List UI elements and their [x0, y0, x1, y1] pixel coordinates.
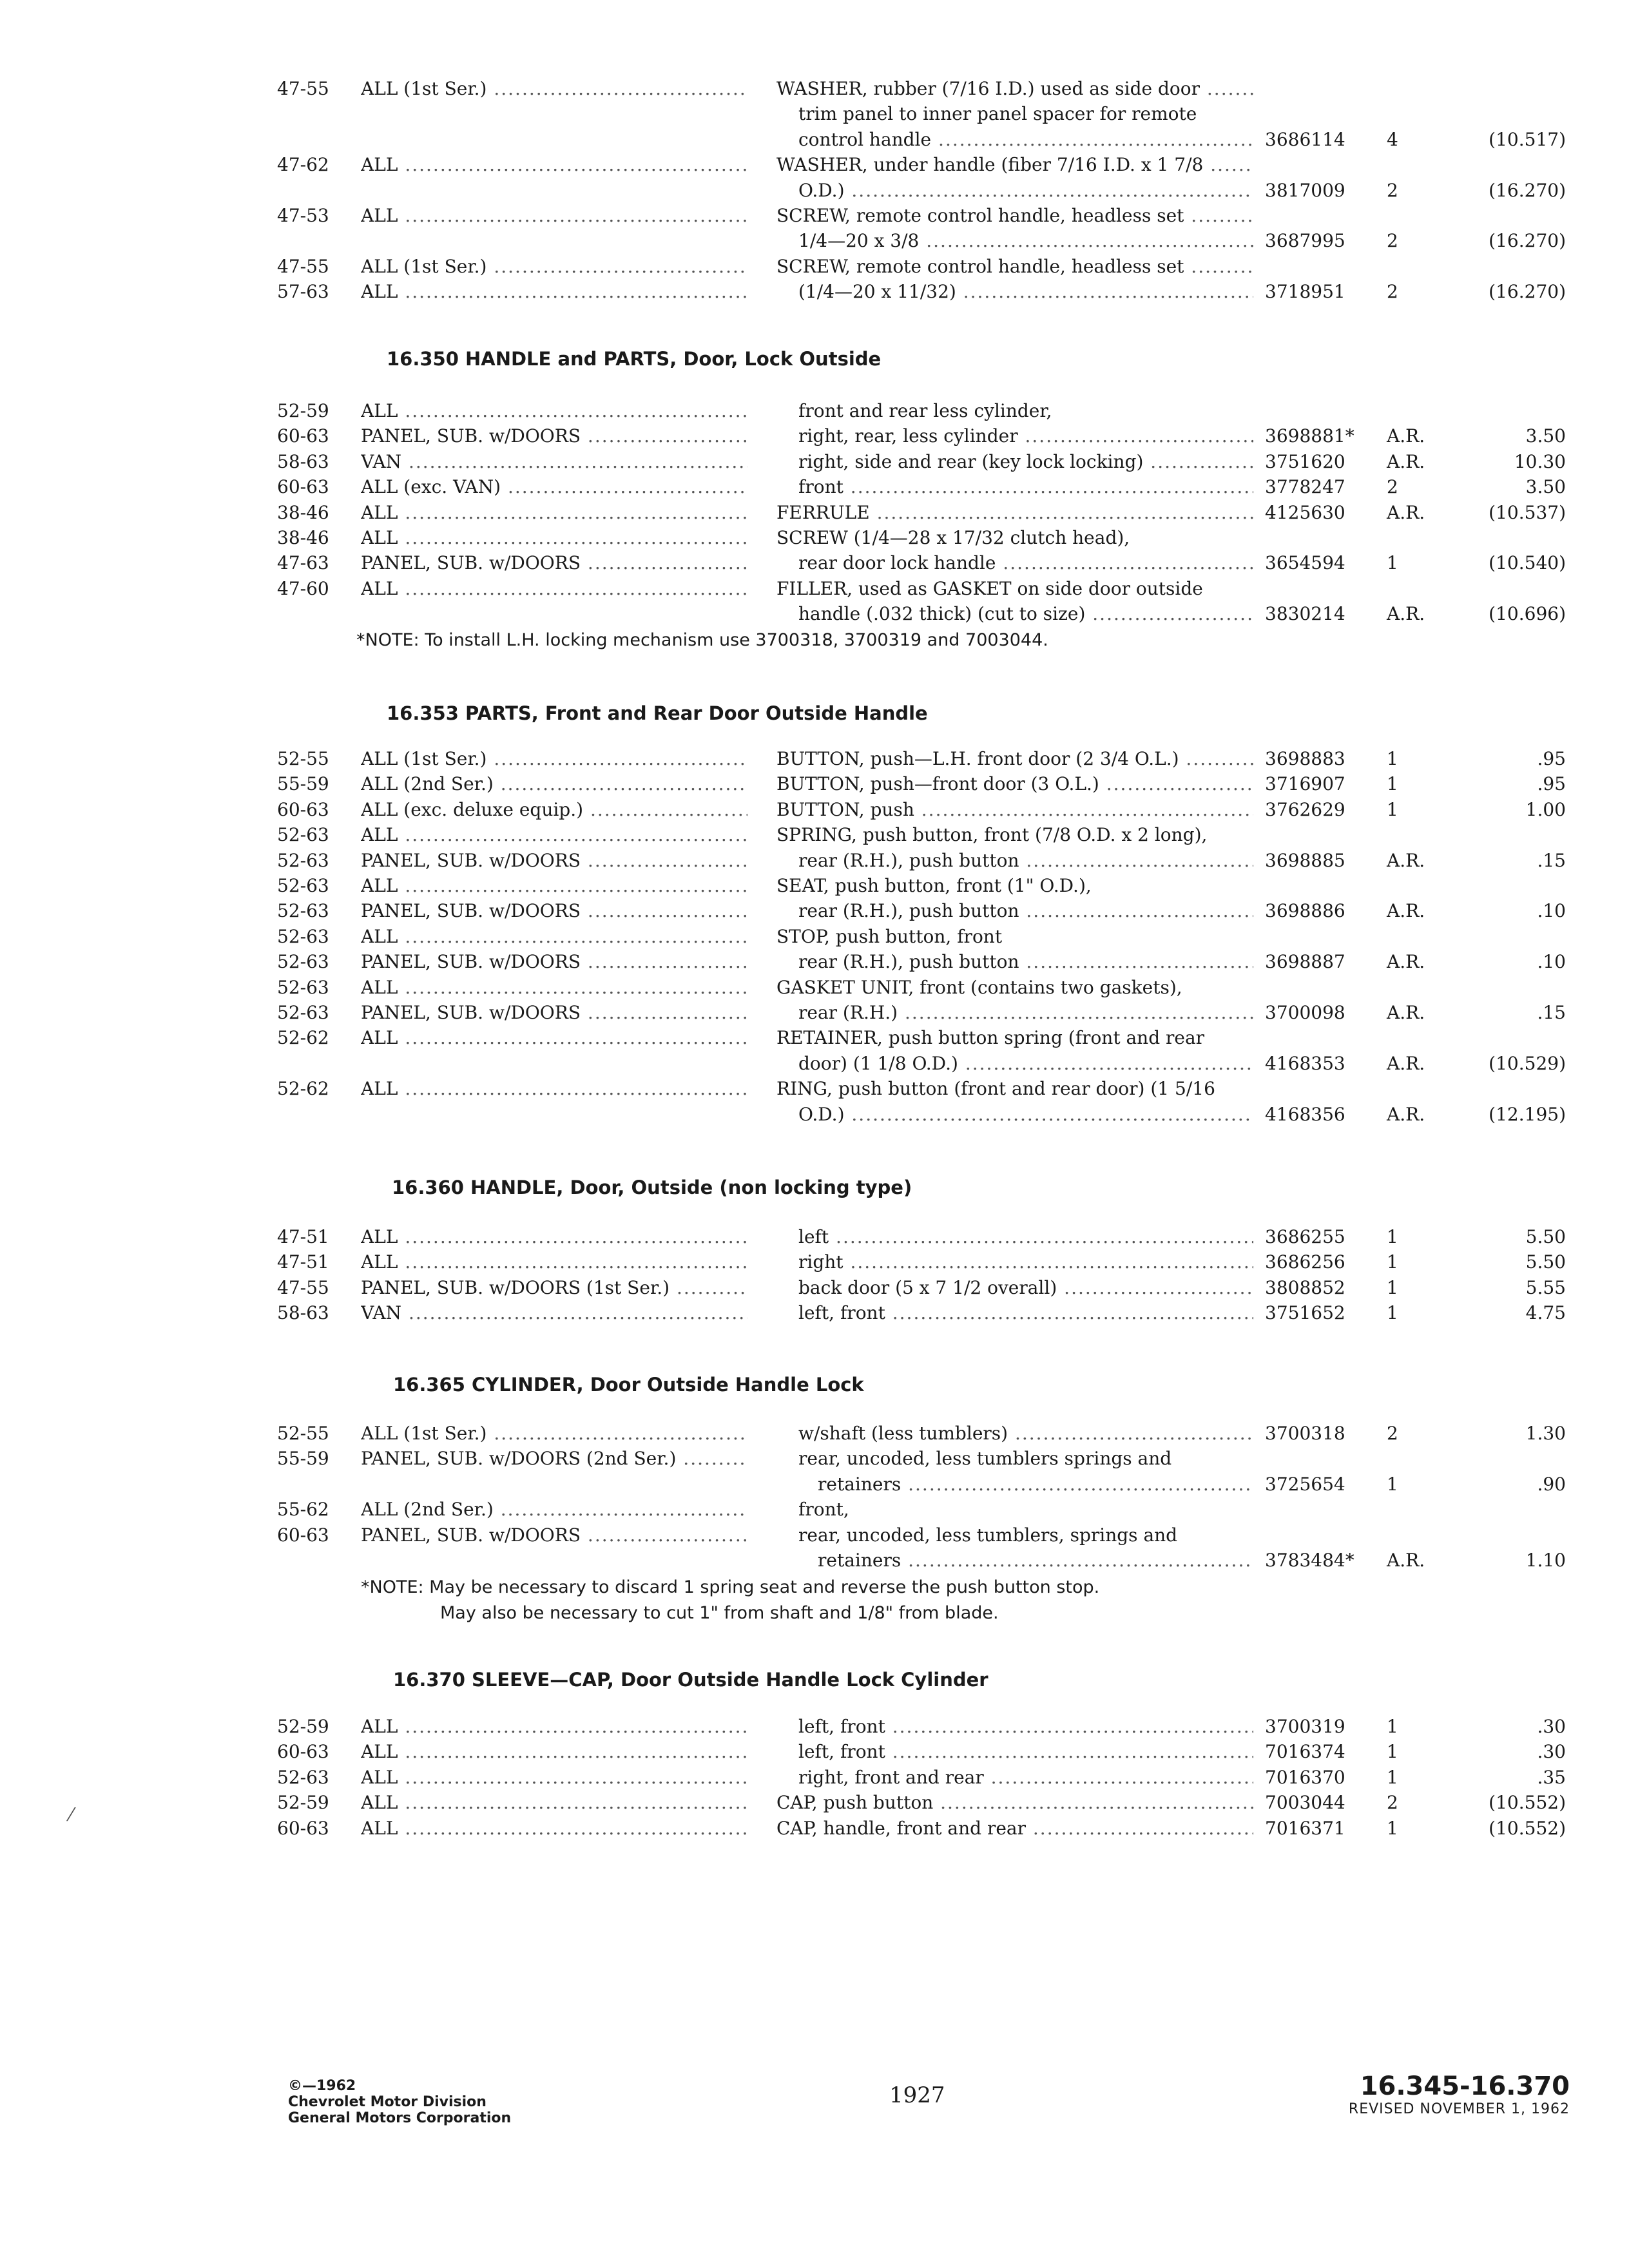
- table-row: [277, 203, 1572, 229]
- model-name: ALL .....: [361, 500, 747, 526]
- price: .15: [1537, 849, 1566, 871]
- model-year: 52-55: [277, 748, 329, 769]
- model-year: 60-63: [277, 425, 329, 447]
- table-row: [277, 1102, 1572, 1128]
- footer-section-info: [1315, 2071, 1570, 2117]
- model-name: ALL .....: [361, 1816, 747, 1841]
- table-row: [277, 127, 1572, 153]
- part-number: 3698887: [1265, 951, 1345, 973]
- part-number: 3700098: [1265, 1002, 1345, 1023]
- model-name: VAN .....: [361, 1300, 747, 1326]
- model-name: ALL .....: [361, 1076, 747, 1102]
- price: (16.270): [1489, 281, 1566, 303]
- table-row: [277, 1446, 1572, 1472]
- part-number: 3700319: [1265, 1716, 1345, 1737]
- part-description: trim panel to inner panel spacer for remote: [798, 103, 1197, 125]
- model-name: PANEL, SUB. w/DOORS (1st Ser.) .....: [361, 1275, 747, 1301]
- part-description: left, front .....: [776, 1300, 1253, 1326]
- model-year: 60-63: [277, 476, 329, 498]
- model-name: PANEL, SUB. w/DOORS .....: [361, 423, 747, 449]
- model-name: PANEL, SUB. w/DOORS .....: [361, 949, 747, 975]
- model-name: ALL .....: [361, 1224, 747, 1250]
- model-year: 60-63: [277, 798, 329, 820]
- table-row: [277, 1816, 1572, 1841]
- table-row: [277, 1765, 1572, 1791]
- quantity: A.R.: [1387, 1002, 1425, 1023]
- price: 5.50: [1525, 1251, 1566, 1273]
- quantity: 2: [1387, 1423, 1398, 1444]
- table-row: [277, 279, 1572, 305]
- model-name: ALL .....: [361, 1714, 747, 1740]
- quantity: A.R.: [1387, 900, 1425, 922]
- part-description: right .....: [776, 1249, 1253, 1275]
- price: .30: [1537, 1716, 1566, 1737]
- model-year: 52-62: [277, 1078, 329, 1100]
- price: .90: [1537, 1473, 1566, 1495]
- price: 4.75: [1525, 1302, 1566, 1324]
- part-description: handle (.032 thick) (cut to size) .....: [776, 601, 1253, 627]
- model-name: PANEL, SUB. w/DOORS .....: [361, 550, 747, 576]
- part-number: 3751620: [1265, 450, 1345, 472]
- model-name: PANEL, SUB. w/DOORS .....: [361, 898, 747, 924]
- part-description: O.D.) .....: [776, 178, 1253, 204]
- part-number: 7003044: [1265, 1792, 1345, 1814]
- price: 1.30: [1525, 1423, 1566, 1444]
- model-year: 60-63: [277, 1524, 329, 1546]
- price: 3.50: [1525, 476, 1566, 498]
- table-row: [277, 949, 1572, 975]
- part-description: rear (R.H.), push button .....: [776, 949, 1253, 975]
- model-year: 38-46: [277, 501, 329, 523]
- part-description: SCREW, remote control handle, headless set .....: [776, 203, 1253, 229]
- part-description: w/shaft (less tumblers) .....: [776, 1421, 1253, 1446]
- part-description: BUTTON, push .....: [776, 797, 1253, 823]
- part-number: 7016371: [1265, 1817, 1345, 1839]
- model-year: 47-63: [277, 552, 329, 574]
- quantity: 1: [1387, 1251, 1398, 1273]
- part-number: 4168356: [1265, 1103, 1345, 1125]
- part-description: WASHER, rubber (7/16 I.D.) used as side door .....: [776, 76, 1253, 102]
- footer-division: Chevrolet Motor Division: [288, 2094, 487, 2110]
- table-row: [277, 1275, 1572, 1301]
- price: 3.50: [1525, 425, 1566, 447]
- model-year: 60-63: [277, 1741, 329, 1763]
- footer-corporation: General Motors Corporation: [288, 2110, 512, 2126]
- price: (10.540): [1489, 552, 1566, 574]
- part-number: 3830214: [1265, 603, 1345, 625]
- quantity: A.R.: [1387, 1550, 1425, 1571]
- part-description: rear (R.H.), push button .....: [776, 898, 1253, 924]
- price: .35: [1537, 1766, 1566, 1788]
- table-row: [277, 924, 1572, 950]
- quantity: A.R.: [1387, 425, 1425, 447]
- table-row: [277, 1421, 1572, 1446]
- section-title-16360: 16.360 HANDLE, Door, Outside (non locking type): [392, 1177, 912, 1198]
- table-row: [277, 797, 1572, 823]
- part-description: FERRULE .....: [776, 500, 1253, 526]
- table-row: [277, 898, 1572, 924]
- part-description: front .....: [776, 474, 1253, 500]
- table-row: [277, 228, 1572, 254]
- table-row: [277, 1076, 1572, 1102]
- part-description: right, side and rear (key lock locking) .....: [776, 449, 1253, 475]
- table-row: [277, 101, 1572, 127]
- model-name: VAN .....: [361, 449, 747, 475]
- model-name: ALL .....: [361, 203, 747, 229]
- model-year: 58-63: [277, 1302, 329, 1324]
- model-year: 47-55: [277, 1276, 329, 1298]
- model-year: 38-46: [277, 527, 329, 548]
- price: (10.529): [1489, 1052, 1566, 1074]
- model-name: ALL .....: [361, 1739, 747, 1765]
- section-title-16370: 16.370 SLEEVE—CAP, Door Outside Handle Lock Cylinder: [393, 1669, 988, 1691]
- quantity: A.R.: [1387, 849, 1425, 871]
- table-row: [277, 1051, 1572, 1077]
- table-row: [277, 1224, 1572, 1250]
- table-row: [277, 500, 1572, 526]
- part-number: 3783484*: [1265, 1550, 1354, 1571]
- model-name: ALL .....: [361, 975, 747, 1001]
- price: (10.537): [1489, 501, 1566, 523]
- model-name: ALL .....: [361, 1025, 747, 1051]
- part-description: SEAT, push button, front (1" O.D.),: [776, 875, 1092, 896]
- table-row: [277, 822, 1572, 848]
- part-description: right, rear, less cylinder .....: [776, 423, 1253, 449]
- quantity: 1: [1387, 798, 1398, 820]
- part-number: 3698886: [1265, 900, 1345, 922]
- table-row: [277, 152, 1572, 178]
- part-description: O.D.) .....: [776, 1102, 1253, 1128]
- model-name: ALL .....: [361, 1249, 747, 1275]
- note-16350: *NOTE: To install L.H. locking mechanism use 3700318, 3700319 and 7003044.: [356, 630, 1048, 650]
- section-title-16353: 16.353 PARTS, Front and Rear Door Outside Handle: [387, 702, 928, 724]
- model-year: 47-55: [277, 255, 329, 277]
- section-title-16350: 16.350 HANDLE and PARTS, Door, Lock Outside: [387, 348, 882, 370]
- quantity: 1: [1387, 1741, 1398, 1763]
- model-year: 52-59: [277, 400, 329, 421]
- part-description: door) (1 1/8 O.D.) .....: [776, 1051, 1253, 1077]
- part-description: CAP, push button .....: [776, 1790, 1253, 1816]
- model-name: PANEL, SUB. w/DOORS (2nd Ser.) .....: [361, 1446, 747, 1472]
- part-description: RETAINER, push button spring (front and rear: [776, 1027, 1205, 1049]
- footer-copyright: ©—1962: [288, 2078, 356, 2094]
- quantity: 1: [1387, 1302, 1398, 1324]
- table-row: [277, 76, 1572, 102]
- price: (16.270): [1489, 179, 1566, 201]
- section-range: 16.345-16.370: [1360, 2071, 1570, 2101]
- quantity: 4: [1387, 128, 1398, 150]
- model-year: 52-63: [277, 849, 329, 871]
- table-row: [277, 848, 1572, 874]
- table-row: [277, 975, 1572, 1001]
- model-name: ALL (exc. deluxe equip.) .....: [361, 797, 747, 823]
- note-16365-line2: May also be necessary to cut 1" from shaft and 1/8" from blade.: [440, 1603, 999, 1623]
- model-year: 60-63: [277, 1817, 329, 1839]
- part-description: SCREW (1/4—28 x 17/32 clutch head),: [776, 527, 1130, 548]
- model-name: ALL .....: [361, 576, 747, 602]
- table-row: [277, 1523, 1572, 1548]
- table-row: [277, 771, 1572, 797]
- table-row: [277, 1300, 1572, 1326]
- part-description: SCREW, remote control handle, headless set .....: [776, 254, 1253, 280]
- part-number: 3718951: [1265, 281, 1345, 303]
- part-number: 3687995: [1265, 230, 1345, 252]
- part-number: 3698883: [1265, 748, 1345, 769]
- table-row: [277, 576, 1572, 602]
- part-description: (1/4—20 x 11/32) .....: [776, 279, 1253, 305]
- part-number: 3654594: [1265, 552, 1345, 574]
- revised-date: REVISED NOVEMBER 1, 1962: [1348, 2101, 1570, 2117]
- part-description: retainers .....: [776, 1472, 1253, 1497]
- quantity: 1: [1387, 1276, 1398, 1298]
- quantity: 1: [1387, 1766, 1398, 1788]
- part-description: rear door lock handle .....: [776, 550, 1253, 576]
- quantity: 1: [1387, 552, 1398, 574]
- model-year: 52-63: [277, 875, 329, 896]
- table-row: [277, 1249, 1572, 1275]
- model-year: 47-55: [277, 78, 329, 99]
- quantity: A.R.: [1387, 450, 1425, 472]
- part-description: SPRING, push button, front (7/8 O.D. x 2 long),: [776, 824, 1208, 846]
- price: .10: [1537, 951, 1566, 973]
- model-year: 52-63: [277, 925, 329, 947]
- price: 1.10: [1525, 1550, 1566, 1571]
- price: .95: [1537, 748, 1566, 769]
- part-number: 3778247: [1265, 476, 1345, 498]
- part-description: 1/4—20 x 3/8 .....: [776, 228, 1253, 254]
- part-number: 7016374: [1265, 1741, 1345, 1763]
- price: 1.00: [1525, 798, 1566, 820]
- model-name: ALL (1st Ser.) .....: [361, 76, 747, 102]
- part-number: 3686256: [1265, 1251, 1345, 1273]
- price: (10.552): [1489, 1792, 1566, 1814]
- part-description: front,: [798, 1499, 849, 1521]
- table-row: [277, 1025, 1572, 1051]
- table-row: [277, 254, 1572, 280]
- model-name: ALL .....: [361, 525, 747, 551]
- part-description: rear, uncoded, less tumblers, springs and: [798, 1524, 1178, 1546]
- model-name: PANEL, SUB. w/DOORS .....: [361, 1000, 747, 1026]
- part-number: 3716907: [1265, 773, 1345, 795]
- model-name: ALL (exc. VAN) .....: [361, 474, 747, 500]
- quantity: 2: [1387, 230, 1398, 252]
- price: .10: [1537, 900, 1566, 922]
- quantity: 1: [1387, 1716, 1398, 1737]
- quantity: 1: [1387, 1473, 1398, 1495]
- part-description: front and rear less cylinder,: [798, 400, 1052, 421]
- model-name: PANEL, SUB. w/DOORS .....: [361, 848, 747, 874]
- table-row: [277, 1739, 1572, 1765]
- model-year: 52-63: [277, 976, 329, 998]
- model-year: 52-62: [277, 1027, 329, 1049]
- model-name: ALL .....: [361, 279, 747, 305]
- part-description: back door (5 x 7 1/2 overall) .....: [776, 1275, 1253, 1301]
- table-row: [277, 746, 1572, 772]
- footer-publisher: [288, 2078, 511, 2126]
- page-number: 1927: [889, 2082, 945, 2108]
- price: .95: [1537, 773, 1566, 795]
- model-year: 47-51: [277, 1251, 329, 1273]
- part-description: right, front and rear .....: [776, 1765, 1253, 1791]
- table-row: [277, 1790, 1572, 1816]
- model-year: 55-62: [277, 1499, 329, 1521]
- part-description: left, front .....: [776, 1714, 1253, 1740]
- model-name: PANEL, SUB. w/DOORS .....: [361, 1523, 747, 1548]
- table-row: [277, 1472, 1572, 1497]
- model-year: 47-51: [277, 1226, 329, 1247]
- price: .15: [1537, 1002, 1566, 1023]
- part-description: retainers .....: [776, 1548, 1253, 1573]
- part-number: 3698881*: [1265, 425, 1354, 447]
- table-row: [277, 423, 1572, 449]
- part-number: 7016370: [1265, 1766, 1345, 1788]
- part-number: 3698885: [1265, 849, 1345, 871]
- quantity: 2: [1387, 476, 1398, 498]
- quantity: A.R.: [1387, 603, 1425, 625]
- table-row: [277, 1000, 1572, 1026]
- price: 10.30: [1514, 450, 1566, 472]
- model-name: ALL .....: [361, 152, 747, 178]
- margin-mark: ⁄: [70, 1804, 73, 1825]
- table-row: [277, 550, 1572, 576]
- model-year: 52-59: [277, 1792, 329, 1814]
- model-year: 57-63: [277, 281, 329, 303]
- quantity: A.R.: [1387, 501, 1425, 523]
- model-name: ALL .....: [361, 398, 747, 424]
- model-year: 47-62: [277, 154, 329, 176]
- model-year: 52-63: [277, 1766, 329, 1788]
- model-year: 55-59: [277, 773, 329, 795]
- table-row: [277, 525, 1572, 551]
- part-description: STOP, push button, front: [776, 925, 1003, 947]
- price: (10.552): [1489, 1817, 1566, 1839]
- part-number: 3817009: [1265, 179, 1345, 201]
- table-row: [277, 398, 1572, 424]
- part-description: RING, push button (front and rear door) (1 5/16: [776, 1078, 1215, 1100]
- model-name: ALL (1st Ser.) .....: [361, 1421, 747, 1446]
- price: (12.195): [1489, 1103, 1566, 1125]
- table-row: [277, 1548, 1572, 1573]
- model-name: ALL (1st Ser.) .....: [361, 254, 747, 280]
- model-name: ALL (2nd Ser.) .....: [361, 771, 747, 797]
- part-number: 3751652: [1265, 1302, 1345, 1324]
- table-row: [277, 601, 1572, 627]
- part-number: 3808852: [1265, 1276, 1345, 1298]
- quantity: A.R.: [1387, 1052, 1425, 1074]
- model-year: 47-53: [277, 205, 329, 226]
- quantity: 1: [1387, 1226, 1398, 1247]
- quantity: 2: [1387, 179, 1398, 201]
- table-row: [277, 449, 1572, 475]
- quantity: 1: [1387, 748, 1398, 769]
- part-number: 4168353: [1265, 1052, 1345, 1074]
- price: 5.50: [1525, 1226, 1566, 1247]
- model-year: 52-63: [277, 1002, 329, 1023]
- section-title-16365: 16.365 CYLINDER, Door Outside Handle Lock: [393, 1374, 864, 1396]
- model-year: 58-63: [277, 450, 329, 472]
- table-row: [277, 1714, 1572, 1740]
- part-description: WASHER, under handle (fiber 7/16 I.D. x 1 7/8 .....: [776, 152, 1253, 178]
- part-number: 3700318: [1265, 1423, 1345, 1444]
- model-year: 52-55: [277, 1423, 329, 1444]
- model-name: ALL .....: [361, 1790, 747, 1816]
- part-description: CAP, handle, front and rear .....: [776, 1816, 1253, 1841]
- part-description: GASKET UNIT, front (contains two gaskets),: [776, 976, 1182, 998]
- quantity: A.R.: [1387, 1103, 1425, 1125]
- model-year: 52-59: [277, 1716, 329, 1737]
- model-name: ALL (1st Ser.) .....: [361, 746, 747, 772]
- table-row: [277, 873, 1572, 899]
- part-description: rear (R.H.) .....: [776, 1000, 1253, 1026]
- part-description: rear (R.H.), push button .....: [776, 848, 1253, 874]
- model-name: ALL .....: [361, 924, 747, 950]
- price: (10.696): [1489, 603, 1566, 625]
- model-year: 55-59: [277, 1448, 329, 1470]
- part-description: FILLER, used as GASKET on side door outside: [776, 577, 1203, 599]
- table-row: [277, 1497, 1572, 1523]
- part-description: BUTTON, push—front door (3 O.L.) .....: [776, 771, 1253, 797]
- price: (10.517): [1489, 128, 1566, 150]
- part-description: control handle .....: [776, 127, 1253, 153]
- model-year: 52-63: [277, 900, 329, 922]
- table-row: [277, 178, 1572, 204]
- model-name: ALL (2nd Ser.) .....: [361, 1497, 747, 1523]
- part-number: 3686114: [1265, 128, 1345, 150]
- model-name: ALL .....: [361, 1765, 747, 1791]
- quantity: A.R.: [1387, 951, 1425, 973]
- model-year: 52-63: [277, 824, 329, 846]
- price: .30: [1537, 1741, 1566, 1763]
- part-description: rear, uncoded, less tumblers springs and: [798, 1448, 1172, 1470]
- part-description: left, front .....: [776, 1739, 1253, 1765]
- part-number: 4125630: [1265, 501, 1345, 523]
- price: 5.55: [1525, 1276, 1566, 1298]
- part-description: left .....: [776, 1224, 1253, 1250]
- quantity: 2: [1387, 1792, 1398, 1814]
- quantity: 1: [1387, 773, 1398, 795]
- part-number: 3762629: [1265, 798, 1345, 820]
- model-year: 47-60: [277, 577, 329, 599]
- quantity: 2: [1387, 281, 1398, 303]
- quantity: 1: [1387, 1817, 1398, 1839]
- part-description: BUTTON, push—L.H. front door (2 3/4 O.L.) .....: [776, 746, 1253, 772]
- price: (16.270): [1489, 230, 1566, 252]
- note-16365-line1: *NOTE: May be necessary to discard 1 spring seat and reverse the push button stop.: [361, 1577, 1100, 1597]
- table-row: [277, 474, 1572, 500]
- model-name: ALL .....: [361, 822, 747, 848]
- model-name: ALL .....: [361, 873, 747, 899]
- model-year: 52-63: [277, 951, 329, 973]
- part-number: 3686255: [1265, 1226, 1345, 1247]
- part-number: 3725654: [1265, 1473, 1345, 1495]
